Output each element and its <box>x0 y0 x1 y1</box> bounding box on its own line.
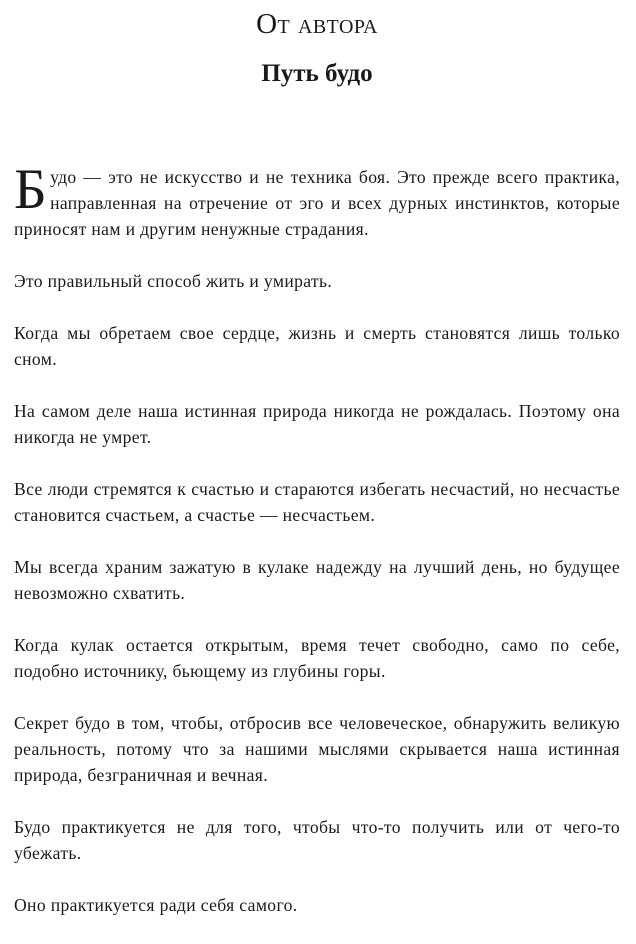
paragraph-1-text: удо — это не искусство и не техника боя. Это прежде всего практика, направленная на отречение от эго и всех дурных инстинктов, которые приносят нам и другим ненужные страдания. <box>14 167 620 239</box>
paragraph-4: На самом деле наша истинная природа никогда не рождалась. Поэтому она никогда не умрет. <box>14 401 620 447</box>
paragraph-1 <box>14 158 620 242</box>
paragraph-3: Когда мы обретаем свое сердце, жизнь и смерть становятся лишь только сном. <box>14 323 620 369</box>
paragraph-8: Секрет будо в том, чтобы, отбросив все человеческое, обнаружить великую реальность, потому что за нашими мыслями скрывается наша истинная природа, безграничная и вечная. <box>14 713 620 785</box>
paragraph-10: Оно практикуется ради себя самого. <box>14 895 298 915</box>
paragraph-9: Будо практикуется не для того, чтобы что-то получить или от чего-то убежать. <box>14 817 620 863</box>
body-text <box>14 158 620 944</box>
paragraph-7: Когда кулак остается открытым, время течет свободно, само по себе, подобно источнику, бьющему из глубины горы. <box>14 635 620 681</box>
book-page <box>14 0 620 924</box>
paragraph-5: Все люди стремятся к счастью и стараются избегать несчастий, но несчастье становится счастьем, а счастье — несчастьем. <box>14 479 620 525</box>
paragraph-6: Мы всегда храним зажатую в кулаке надежду на лучший день, но будущее невозможно схватить. <box>14 557 620 603</box>
drop-cap: Б <box>14 158 48 221</box>
section-label: От автора <box>256 8 378 40</box>
paragraph-2: Это правильный способ жить и умирать. <box>14 271 333 291</box>
chapter-title: Путь будо <box>261 60 373 87</box>
